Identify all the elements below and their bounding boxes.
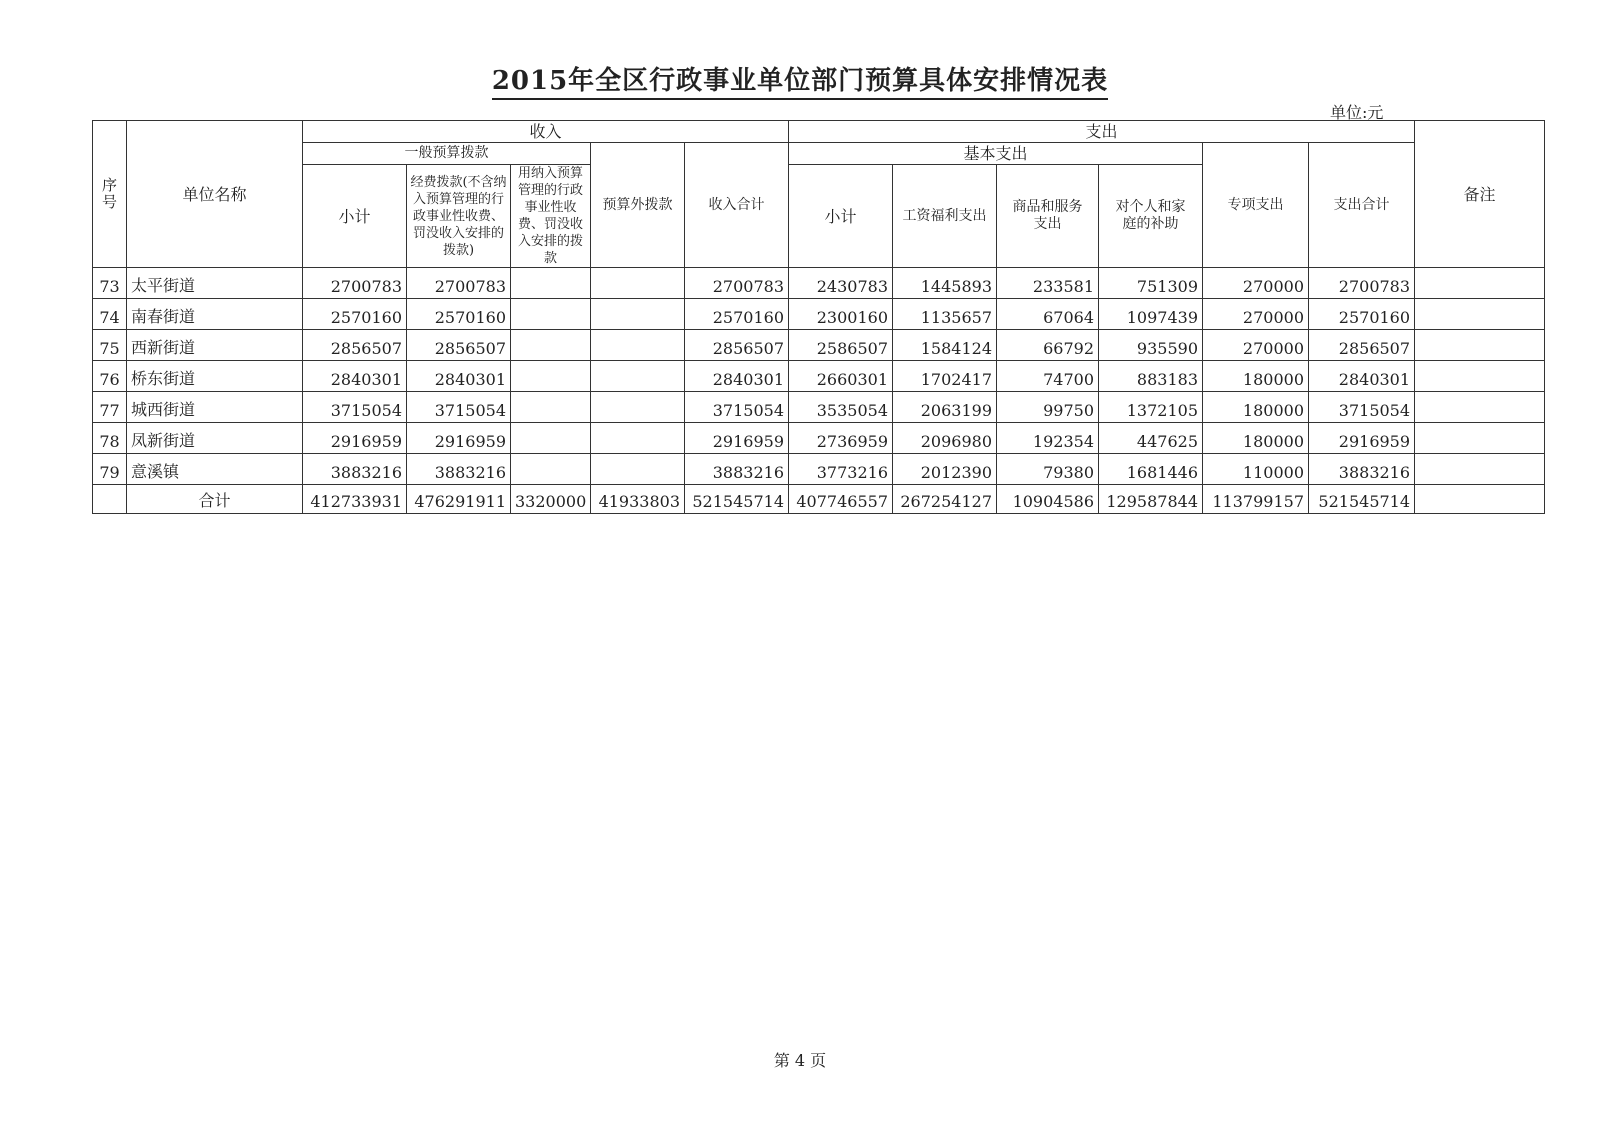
row-extra-budget: [591, 392, 685, 423]
row-income-subtotal: 2856507: [303, 330, 407, 361]
row-goods: 66792: [997, 330, 1099, 361]
total-wages: 267254127: [893, 485, 997, 514]
row-name: 西新街道: [127, 330, 303, 361]
table-row: [93, 330, 1545, 361]
header-remarks: 备注: [1415, 121, 1545, 268]
table-row: [93, 423, 1545, 454]
row-funding-incl: [511, 454, 591, 485]
row-basic-subtotal: 2660301: [789, 361, 893, 392]
document-title-text: 2015年全区行政事业单位部门预算具体安排情况表: [492, 66, 1108, 100]
row-funding-incl: [511, 392, 591, 423]
row-income-total: 2856507: [685, 330, 789, 361]
row-goods: 67064: [997, 299, 1099, 330]
row-name: 意溪镇: [127, 454, 303, 485]
table-row: [93, 454, 1545, 485]
row-special: 180000: [1203, 423, 1309, 454]
row-funding-incl: [511, 299, 591, 330]
row-funding-excl: 3883216: [407, 454, 511, 485]
row-special: 180000: [1203, 361, 1309, 392]
row-funding-excl: 2570160: [407, 299, 511, 330]
row-subsidy: 1372105: [1099, 392, 1203, 423]
row-expense-total: 2700783: [1309, 268, 1415, 299]
row-subsidy: 883183: [1099, 361, 1203, 392]
row-funding-incl: [511, 423, 591, 454]
total-row: [93, 485, 1545, 514]
row-special: 110000: [1203, 454, 1309, 485]
total-income-subtotal: 412733931: [303, 485, 407, 514]
row-extra-budget: [591, 299, 685, 330]
row-name: 桥东街道: [127, 361, 303, 392]
row-income-total: 2700783: [685, 268, 789, 299]
row-basic-subtotal: 2736959: [789, 423, 893, 454]
row-seq: 74: [93, 299, 127, 330]
row-expense-total: 2570160: [1309, 299, 1415, 330]
unit-label: 单位:元: [1330, 103, 1384, 122]
row-wages: 1135657: [893, 299, 997, 330]
row-funding-incl: [511, 330, 591, 361]
row-basic-subtotal: 2586507: [789, 330, 893, 361]
row-goods: 99750: [997, 392, 1099, 423]
header-income-subtotal: 小计: [303, 165, 407, 268]
row-name: 太平街道: [127, 268, 303, 299]
header-funding-incl: 用纳入预算管理的行政事业性收费、罚没收入安排的拨款: [511, 165, 591, 268]
row-funding-excl: 2916959: [407, 423, 511, 454]
header-subsidy: 对个人和家庭的补助: [1099, 165, 1203, 268]
row-remarks: [1415, 423, 1545, 454]
row-funding-excl: 2856507: [407, 330, 511, 361]
row-income-subtotal: 2840301: [303, 361, 407, 392]
header-income: 收入: [303, 121, 789, 143]
header-funding-excl: 经费拨款(不含纳入预算管理的行政事业性收费、罚没收入安排的拨款): [407, 165, 511, 268]
row-wages: 1702417: [893, 361, 997, 392]
row-income-total: 2916959: [685, 423, 789, 454]
row-seq: 73: [93, 268, 127, 299]
row-basic-subtotal: 2300160: [789, 299, 893, 330]
total-expense-total: 521545714: [1309, 485, 1415, 514]
total-goods: 10904586: [997, 485, 1099, 514]
row-subsidy: 751309: [1099, 268, 1203, 299]
row-funding-excl: 2840301: [407, 361, 511, 392]
header-name: 单位名称: [127, 121, 303, 268]
row-basic-subtotal: 3535054: [789, 392, 893, 423]
table-row: [93, 268, 1545, 299]
row-wages: 1445893: [893, 268, 997, 299]
total-subsidy: 129587844: [1099, 485, 1203, 514]
table-row: [93, 392, 1545, 423]
row-goods: 74700: [997, 361, 1099, 392]
row-funding-incl: [511, 361, 591, 392]
row-remarks: [1415, 299, 1545, 330]
row-seq: 79: [93, 454, 127, 485]
row-income-subtotal: 2570160: [303, 299, 407, 330]
total-seq: [93, 485, 127, 514]
header-expense: 支出: [789, 121, 1415, 143]
row-expense-total: 2916959: [1309, 423, 1415, 454]
row-special: 270000: [1203, 299, 1309, 330]
row-basic-subtotal: 2430783: [789, 268, 893, 299]
row-income-total: 3715054: [685, 392, 789, 423]
row-income-subtotal: 3715054: [303, 392, 407, 423]
total-basic-subtotal: 407746557: [789, 485, 893, 514]
row-seq: 76: [93, 361, 127, 392]
page-number: 第 4 页: [773, 1051, 827, 1070]
row-seq: 75: [93, 330, 127, 361]
total-label: 合计: [127, 485, 303, 514]
row-subsidy: 1681446: [1099, 454, 1203, 485]
row-extra-budget: [591, 423, 685, 454]
row-income-subtotal: 2700783: [303, 268, 407, 299]
row-income-total: 3883216: [685, 454, 789, 485]
row-remarks: [1415, 268, 1545, 299]
row-funding-excl: 3715054: [407, 392, 511, 423]
row-goods: 233581: [997, 268, 1099, 299]
row-expense-total: 2856507: [1309, 330, 1415, 361]
row-subsidy: 447625: [1099, 423, 1203, 454]
table-row: [93, 361, 1545, 392]
row-income-subtotal: 3883216: [303, 454, 407, 485]
row-extra-budget: [591, 454, 685, 485]
total-extra-budget: 41933803: [591, 485, 685, 514]
row-funding-incl: [511, 268, 591, 299]
header-income-total: 收入合计: [685, 143, 789, 268]
row-wages: 2012390: [893, 454, 997, 485]
row-wages: 2063199: [893, 392, 997, 423]
row-income-subtotal: 2916959: [303, 423, 407, 454]
row-seq: 77: [93, 392, 127, 423]
row-subsidy: 935590: [1099, 330, 1203, 361]
row-extra-budget: [591, 330, 685, 361]
header-extra-budget: 预算外拨款: [591, 143, 685, 268]
row-special: 180000: [1203, 392, 1309, 423]
row-subsidy: 1097439: [1099, 299, 1203, 330]
row-name: 南春街道: [127, 299, 303, 330]
row-expense-total: 3883216: [1309, 454, 1415, 485]
row-seq: 78: [93, 423, 127, 454]
row-name: 凤新街道: [127, 423, 303, 454]
header-basic-subtotal: 小计: [789, 165, 893, 268]
document-title: [0, 60, 1600, 97]
header-special: 专项支出: [1203, 143, 1309, 268]
header-seq: 序号: [93, 121, 127, 268]
budget-table: [92, 120, 1545, 514]
row-expense-total: 3715054: [1309, 392, 1415, 423]
row-basic-subtotal: 3773216: [789, 454, 893, 485]
header-expense-total: 支出合计: [1309, 143, 1415, 268]
row-expense-total: 2840301: [1309, 361, 1415, 392]
row-wages: 1584124: [893, 330, 997, 361]
row-income-total: 2570160: [685, 299, 789, 330]
row-remarks: [1415, 361, 1545, 392]
row-goods: 79380: [997, 454, 1099, 485]
total-funding-excl: 476291911: [407, 485, 511, 514]
header-wages: 工资福利支出: [893, 165, 997, 268]
row-remarks: [1415, 454, 1545, 485]
table-header: [93, 121, 1545, 268]
header-general-budget: 一般预算拨款: [303, 143, 591, 165]
total-funding-incl: 3320000: [511, 485, 591, 514]
row-special: 270000: [1203, 330, 1309, 361]
total-special: 113799157: [1203, 485, 1309, 514]
row-special: 270000: [1203, 268, 1309, 299]
row-income-total: 2840301: [685, 361, 789, 392]
header-goods: 商品和服务支出: [997, 165, 1099, 268]
row-remarks: [1415, 330, 1545, 361]
row-goods: 192354: [997, 423, 1099, 454]
header-basic-expense: 基本支出: [789, 143, 1203, 165]
row-extra-budget: [591, 361, 685, 392]
row-name: 城西街道: [127, 392, 303, 423]
total-income-total: 521545714: [685, 485, 789, 514]
row-remarks: [1415, 392, 1545, 423]
row-funding-excl: 2700783: [407, 268, 511, 299]
row-extra-budget: [591, 268, 685, 299]
total-remarks: [1415, 485, 1545, 514]
table-body: [93, 268, 1545, 514]
row-wages: 2096980: [893, 423, 997, 454]
table-row: [93, 299, 1545, 330]
